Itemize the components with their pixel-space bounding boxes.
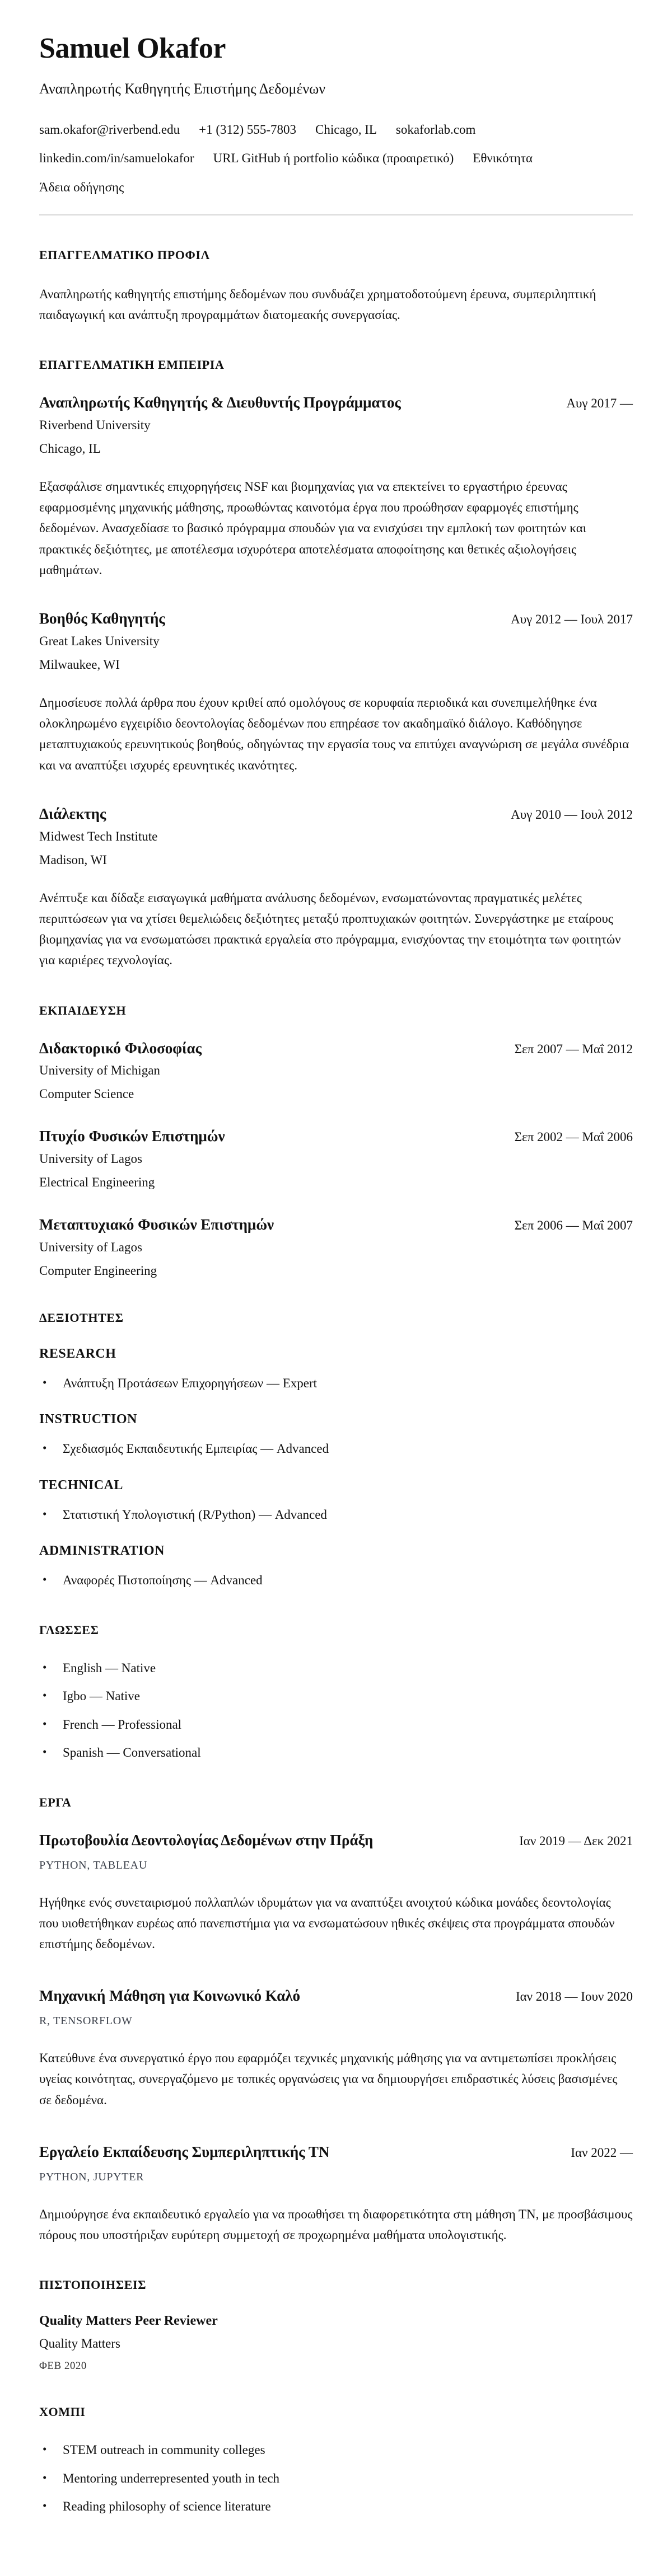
job-header — [39, 609, 633, 628]
degree-header — [39, 1216, 633, 1235]
job-description: Δημοσίευσε πολλά άρθρα που έχουν κριθεί από ομολόγους σε κορυφαία περιοδικά και συνεπιμελήθηκε ένα ολοκληρωμένο εγχειρίδιο δεοντολογίας δεδομένων που επηρέασε τον ακαδημαϊκό διάλογο. Καθόδηγησε μεταπτυχιακούς ερευνητικούς βοηθούς, οδηγώντας την εργασία τους να επιτύχει αναγνώριση σε μεγάλα συνέδρια και να αναπτύξει ισχυρές ερευνητικές ικανότητες. — [39, 695, 629, 772]
experience-entry — [39, 609, 633, 776]
project-title: Εργαλείο Εκπαίδευσης Συμπεριληπτικής ΤΝ — [39, 2143, 330, 2160]
degree-dates: Σεπ 2006 — Μαΐ 2007 — [514, 1218, 633, 1233]
language-item: • Spanish — Conversational — [39, 1743, 633, 1763]
person-name: Samuel Okafor — [39, 32, 226, 64]
project-dates: Ιαν 2018 — Ιουν 2020 — [515, 1990, 633, 2004]
job-dates: Αυγ 2012 — Ιουλ 2017 — [511, 612, 633, 627]
section-heading-certifications: ΠΙΣΤΟΠΟΙΗΣΕΙΣ — [39, 2278, 147, 2292]
contact-row-2 — [39, 151, 633, 166]
job-dates: Αυγ 2017 — — [566, 396, 633, 411]
section-hobbies — [39, 2405, 633, 2517]
project-header — [39, 1831, 633, 1850]
project-title: Πρωτοβουλία Δεοντολογίας Δεδομένων στην Πράξη — [39, 1831, 374, 1848]
language-item: • Igbo — Native — [39, 1687, 633, 1706]
section-heading-profile: ΕΠΑΓΓΕΛΜΑΤΙΚΟ ΠΡΟΦΙΛ — [39, 247, 210, 262]
job-organization: Midwest Tech Institute — [39, 829, 158, 843]
hobby-item: • Mentoring underrepresented youth in tech — [39, 2469, 633, 2489]
degree-field: Computer Engineering — [39, 1263, 157, 1278]
project-tech-stack: R, TENSORFLOW — [39, 2015, 133, 2028]
education-entry — [39, 1039, 633, 1102]
header-divider — [39, 214, 633, 215]
project-dates: Ιαν 2022 — — [571, 2145, 633, 2160]
section-heading-experience: ΕΠΑΓΓΕΛΜΑΤΙΚΗ ΕΜΠΕΙΡΙΑ — [39, 358, 225, 372]
experience-entry — [39, 805, 633, 971]
job-title: Διάλεκτης — [39, 805, 106, 822]
project-description: Ηγήθηκε ενός συνεταιρισμού πολλαπλών ιδρυμάτων για να αναπτύξει ανοιχτού κώδικα μονάδες δεοντολογίας που υιοθετήθηκαν ευρέως από πανεπιστήμια για να ενσωματώσουν ηθικές σκέψεις στα προγράμματα σπουδών επιστήμης δεδομένων. — [39, 1895, 615, 1951]
project-dates: Ιαν 2019 — Δεκ 2021 — [519, 1833, 633, 1848]
hobby-item: • Reading philosophy of science literature — [39, 2497, 633, 2517]
job-location: Madison, WI — [39, 852, 107, 867]
skill-category: INSTRUCTION — [39, 1412, 137, 1427]
project-entry — [39, 1831, 633, 1955]
skill-item: • Ανάπτυξη Προτάσεων Επιχορηγήσεων — Expert — [39, 1374, 633, 1393]
degree-school: University of Michigan — [39, 1063, 160, 1078]
section-projects — [39, 1795, 633, 2245]
section-experience — [39, 358, 633, 971]
certification-date: ΦΕΒ 2020 — [39, 2360, 87, 2372]
contact-github-placeholder: URL GitHub ή portfolio κώδικα (προαιρετικό) — [213, 151, 454, 166]
profile-summary: Αναπληρωτής καθηγητής επιστήμης δεδομένων που συνδυάζει χρηματοδοτούμενη έρευνα, συμπεριληπτική παιδαγωγική και ανάπτυξη προγραμμάτων διατομεακής συνεργασίας. — [39, 287, 596, 322]
contact-website: sokaforlab.com — [395, 122, 476, 137]
section-skills — [39, 1311, 633, 1590]
certification-issuer: Quality Matters — [39, 2336, 120, 2351]
skill-category: RESEARCH — [39, 1346, 116, 1361]
job-header — [39, 805, 633, 824]
degree-school: University of Lagos — [39, 1152, 142, 1166]
contact-row-3 — [39, 180, 633, 195]
skill-category: ADMINISTRATION — [39, 1543, 165, 1559]
job-title: Αναπληρωτής Καθηγητής & Διευθυντής Προγράμματος — [39, 394, 401, 411]
job-description: Ανέπτυξε και δίδαξε εισαγωγικά μαθήματα ανάλυσης δεδομένων, ενσωματώνοντας πραγματικές μελέτες περιπτώσεων για να χτίσει θεμελιώδεις δεξιότητες μεταξύ προπτυχιακών φοιτητών. Συνεργάστηκε με εταίρους βιομηχανίας για να ενσωματώσει πρακτικά εργαλεία στο πρόγραμμα, ενισχύοντας την ετοιμότητα των φοιτητών για καριέρες τεχνολογίας. — [39, 890, 621, 968]
degree-dates: Σεπ 2007 — Μαΐ 2012 — [514, 1041, 633, 1056]
skill-category: TECHNICAL — [39, 1477, 123, 1493]
education-entry — [39, 1216, 633, 1278]
section-heading-education: ΕΚΠΑΙΔΕΥΣΗ — [39, 1003, 127, 1017]
section-certifications — [39, 2278, 633, 2372]
project-tech-stack: PYTHON, JUPYTER — [39, 2170, 144, 2183]
project-tech-stack: PYTHON, TABLEAU — [39, 1859, 147, 1871]
project-entry — [39, 2143, 633, 2245]
project-header — [39, 2143, 633, 2162]
skill-group-technical — [39, 1478, 633, 1525]
project-description: Δημιούργησε ένα εκπαιδευτικό εργαλείο για να προωθήσει τη διαφορετικότητα στη μάθηση ΤΝ, με προσβάσιμους πόρους που υποστήριξαν ευρύτερη συμμετοχή σε προχωρημένα μαθήματα υπολογιστικής. — [39, 2207, 633, 2242]
project-description: Κατεύθυνε ένα συνεργατικό έργο που εφαρμόζει τεχνικές μηχανικής μάθησης για να αντιμετωπίσει προκλήσεις υγείας κοινότητας, συνεργαζόμενο με τοπικές οργανώσεις για να δημιουργήσει επιδραστικές λύσεις βασισμένες σε δεδομένα. — [39, 2051, 618, 2107]
section-professional-profile — [39, 248, 633, 326]
degree-school: University of Lagos — [39, 1240, 142, 1254]
job-organization: Great Lakes University — [39, 634, 160, 648]
project-title: Μηχανική Μάθηση για Κοινωνικό Καλό — [39, 1987, 301, 2005]
section-education — [39, 1003, 633, 1278]
certification-entry — [39, 2314, 633, 2372]
resume-header — [39, 34, 633, 215]
degree-title: Διδακτορικό Φιλοσοφίας — [39, 1039, 202, 1057]
skill-item: • Σχεδιασμός Εκπαιδευτικής Εμπειρίας — Advanced — [39, 1439, 633, 1459]
skill-group-research — [39, 1346, 633, 1393]
language-item: • English — Native — [39, 1659, 633, 1678]
contact-email: sam.okafor@riverbend.edu — [39, 122, 180, 137]
section-heading-languages: ΓΛΩΣΣΕΣ — [39, 1622, 99, 1637]
skill-group-administration — [39, 1543, 633, 1590]
contact-driving-license-placeholder: Άδεια οδήγησης — [39, 180, 124, 194]
experience-entry — [39, 393, 633, 580]
degree-header — [39, 1039, 633, 1058]
degree-title: Μεταπτυχιακό Φυσικών Επιστημών — [39, 1216, 274, 1233]
job-header — [39, 393, 633, 412]
skill-item: • Αναφορές Πιστοποίησης — Advanced — [39, 1571, 633, 1590]
degree-title: Πτυχίο Φυσικών Επιστημών — [39, 1128, 225, 1145]
project-header — [39, 1987, 633, 2006]
section-languages — [39, 1623, 633, 1763]
skill-group-instruction — [39, 1412, 633, 1459]
section-heading-skills: ΔΕΞΙΟΤΗΤΕΣ — [39, 1310, 124, 1325]
job-title: Βοηθός Καθηγητής — [39, 610, 165, 627]
project-entry — [39, 1987, 633, 2110]
job-location: Milwaukee, WI — [39, 657, 120, 672]
education-entry — [39, 1127, 633, 1190]
job-dates: Αυγ 2010 — Ιουλ 2012 — [511, 807, 633, 822]
contact-nationality-placeholder: Εθνικότητα — [473, 151, 533, 166]
job-organization: Riverbend University — [39, 417, 151, 432]
degree-field: Electrical Engineering — [39, 1175, 155, 1190]
skill-item: • Στατιστική Υπολογιστική (R/Python) — Advanced — [39, 1505, 633, 1525]
language-item: • French — Professional — [39, 1715, 633, 1735]
person-job-title: Αναπληρωτής Καθηγητής Επιστήμης Δεδομένων — [39, 80, 325, 97]
job-description: Εξασφάλισε σημαντικές επιχορηγήσεις NSF και βιομηχανίας για να επεκτείνει το εργαστήριο έρευνας εφαρμοσμένης μηχανικής μάθησης, προωθώντας καινοτόμα έργα που προώθησαν εφαρμογές επιστήμης δεδομένων. Ανασχεδίασε το βασικό πρόγραμμα σπουδών για να ενισχύσει την εμπλοκή των φοιτητών και πρακτικές δεξιότητες, με αποτέλεσμα ισχυρότερα αποτελέσματα αποφοίτησης και θετικές αξιολογήσεις μαθημάτων. — [39, 479, 586, 577]
degree-dates: Σεπ 2002 — Μαΐ 2006 — [514, 1130, 633, 1144]
contact-linkedin: linkedin.com/in/samuelokafor — [39, 151, 194, 166]
degree-header — [39, 1127, 633, 1146]
certification-title: Quality Matters Peer Reviewer — [39, 2314, 218, 2329]
contact-row-1 — [39, 122, 633, 138]
degree-field: Computer Science — [39, 1087, 134, 1101]
hobby-item: • STEM outreach in community colleges — [39, 2441, 633, 2460]
section-heading-projects: ΕΡΓΑ — [39, 1795, 72, 1809]
contact-location: Chicago, IL — [315, 122, 377, 137]
contact-phone: +1 (312) 555-7803 — [199, 122, 297, 137]
section-heading-hobbies: ΧΟΜΠΙ — [39, 2405, 86, 2419]
job-location: Chicago, IL — [39, 441, 101, 456]
